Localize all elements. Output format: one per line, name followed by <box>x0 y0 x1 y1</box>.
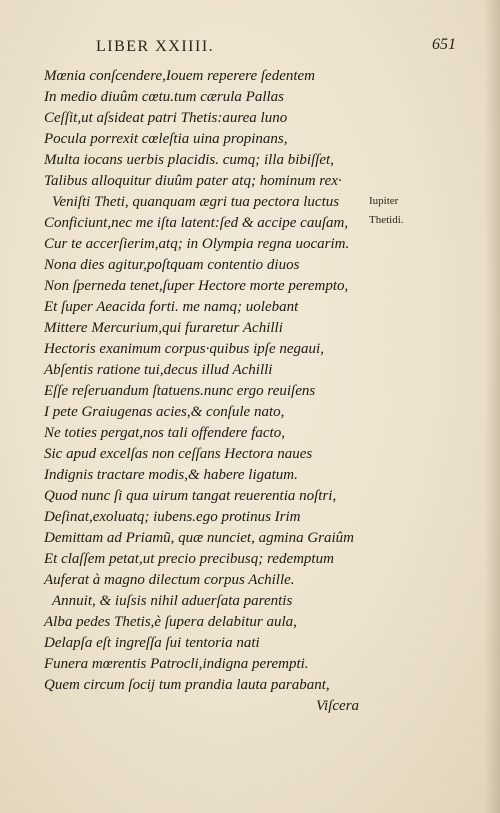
verse-line: Talibus alloquitur diuûm pater atq; hominum rex· <box>44 173 342 189</box>
verse-line: Multa iocans uerbis placidis. cumq; illa bibiſſet, <box>44 152 334 168</box>
verse-line: Mittere Mercurium,qui furaretur Achilli <box>44 320 283 336</box>
verse-line: Delapſa eſt ingreſſa ſui tentoria nati <box>44 635 260 651</box>
verse-line: Deſinat,exoluatq; iubens.ego protinus Irim <box>44 509 301 525</box>
verse-line: Alba pedes Thetis,è ſupera delabitur aula, <box>44 614 297 630</box>
verse-line: Demittam ad Priamũ, quæ nunciet, agmina Graiûm <box>44 530 354 546</box>
verse-line: Funera mœrentis Patrocli,indigna perempti. <box>44 656 309 672</box>
verse-line: Hectoris exanimum corpus·quibus ipſe negaui, <box>44 341 324 357</box>
verse-line: Et ſuper Aeacida forti. me namq; uolebant <box>44 299 299 315</box>
page-edge-shadow <box>484 0 500 813</box>
verse-line: Quod nunc ſi qua uirum tangat reuerentia noſtri, <box>44 488 337 504</box>
page-number: 651 <box>432 36 456 53</box>
verse-line: Mœnia conſcendere,Iouem reperere ſedentem <box>44 68 316 84</box>
verse-line: Abſentis ratione tui,decus illud Achilli <box>44 362 273 378</box>
verse-line: Et claſſem petat,ut precio precibusq; redemptum <box>44 551 334 567</box>
verse-line: Conficiunt,nec me iſta latent:ſed & accipe cauſam, <box>44 215 349 231</box>
verse-line: Ne toties pergat,nos tali offendere facto, <box>44 425 285 441</box>
verse-line: Annuit, & iuſsis nihil aduerſata parentis <box>52 593 293 609</box>
catchword: Viſcera <box>316 698 360 714</box>
verse-line: Auferat à magno dilectum corpus Achille. <box>44 572 295 588</box>
verse-line: Non ſperneda tenet,ſuper Hectore morte perempto, <box>44 278 349 294</box>
margin-note-line: Thetidi. <box>369 214 404 226</box>
verse-block <box>44 66 374 717</box>
verse-line: Indignis tractare modis,& habere ligatum. <box>44 467 298 483</box>
verse-line: Eſſe reſeruandum ſtatuens.nunc ergo reuiſens <box>44 383 316 399</box>
running-head: LIBER XXIIII. <box>96 38 215 55</box>
verse-line: In medio diuûm cœtu.tum cærula Pallas <box>44 89 284 105</box>
verse-line: Nona dies agitur,poſtquam contentio diuos <box>44 257 300 273</box>
verse-line: Pocula porrexit cœleſtia uina propinans, <box>44 131 288 147</box>
verse-line: I pete Graiugenas acies,& conſule nato, <box>44 404 285 420</box>
verse-line: Ceſſit,ut aſsideat patri Thetis:aurea luno <box>44 110 288 126</box>
verse-line: Sic apud excelſas non ceſſans Hectora naues <box>44 446 313 462</box>
verse-line: Veniſti Theti, quanquam ægri tua pectora luctus <box>52 194 340 210</box>
margin-note <box>369 192 439 230</box>
page-header <box>96 38 476 60</box>
verse-line: Cur te accerſierim,atq; in Olympia regna uocarim. <box>44 236 350 252</box>
margin-note-line: Iupiter <box>369 195 399 207</box>
verse-line: Quem circum ſocij tum prandia lauta parabant, <box>44 677 330 693</box>
